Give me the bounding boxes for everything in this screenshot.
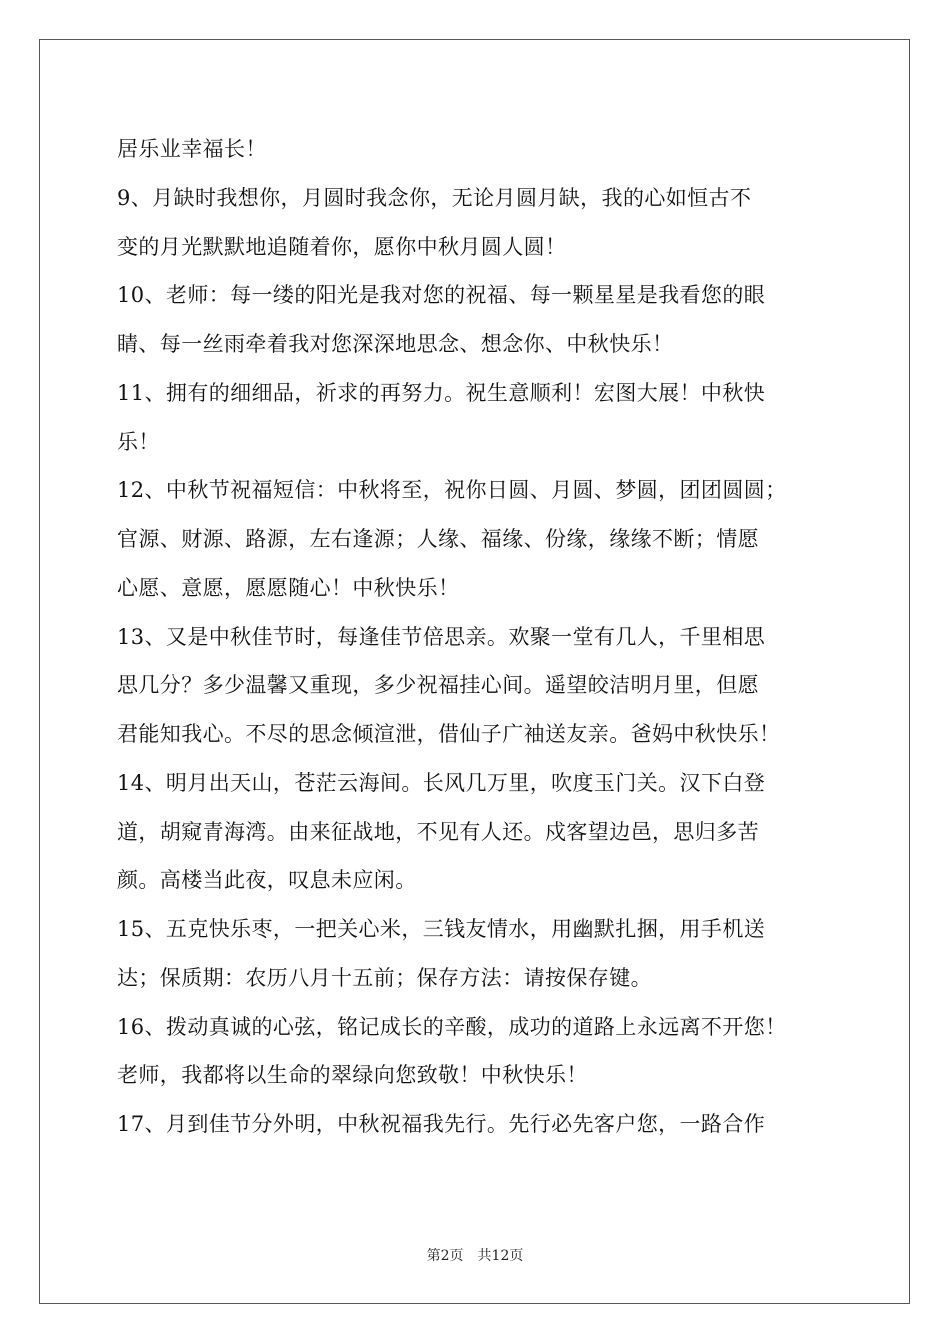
text-line: 17、月到佳节分外明，中秋祝福我先行。先行必先客户您，一路合作 xyxy=(117,1112,766,1136)
page-footer xyxy=(0,1246,950,1266)
text-line: 思几分？多少温馨又重现，多少祝福挂心间。遥望皎洁明月里，但愿 xyxy=(117,673,759,698)
text-line: 13、又是中秋佳节时，每逢佳节倍思亲。欢聚一堂有几人，千里相思 xyxy=(117,624,766,649)
document-body xyxy=(117,125,837,1149)
page-total: 共12页 xyxy=(477,1248,524,1264)
text-line: 14、明月出天山，苍茫云海间。长风几万里，吹度玉门关。汉下白登 xyxy=(117,770,766,795)
text-line: 心愿、意愿，愿愿随心！中秋快乐！ xyxy=(117,575,460,600)
text-line: 老师，我都将以生命的翠绿向您致敬！中秋快乐！ xyxy=(117,1063,588,1088)
text-line: 16、拨动真诚的心弦，铭记成长的辛酸，成功的道路上永远离不开您！ xyxy=(117,1014,787,1039)
text-line: 12、中秋节祝福短信：中秋将至，祝你日圆、月圆、梦圆，团团圆圆； xyxy=(117,478,787,503)
text-line: 睛、每一丝雨牵着我对您深深地思念、想念你、中秋快乐！ xyxy=(117,332,674,356)
text-line: 官源、财源、路源，左右逢源；人缘、福缘、份缘，缘缘不断；情愿 xyxy=(117,527,759,551)
text-line: 10、老师：每一缕的阳光是我对您的祝福、每一颗星星是我看您的眼 xyxy=(117,283,766,308)
text-line: 11、拥有的细细品，祈求的再努力。祝生意顺利！宏图大展！中秋快 xyxy=(117,380,766,405)
text-line: 乐！ xyxy=(117,429,160,454)
text-line: 居乐业幸福长！ xyxy=(117,137,267,161)
text-line: 道，胡窥青海湾。由来征战地，不见有人还。戍客望边邑，思归多苦 xyxy=(117,819,759,844)
text-line: 君能知我心。不尽的思念倾渲泄，借仙子广袖送友亲。爸妈中秋快乐！ xyxy=(117,722,781,746)
page-number: 第2页 xyxy=(426,1248,464,1264)
text-line: 15、五克快乐枣，一把关心米，三钱友情水，用幽默扎捆，用手机送 xyxy=(117,917,766,941)
text-line: 达；保质期：农历八月十五前；保存方法：请按保存键。 xyxy=(117,965,652,990)
text-line: 9、月缺时我想你，月圆时我念你，无论月圆月缺，我的心如恒古不 xyxy=(117,185,752,210)
text-line: 变的月光默默地追随着你，愿你中秋月圆人圆！ xyxy=(117,234,567,259)
text-line: 颜。高楼当此夜，叹息未应闲。 xyxy=(117,868,417,893)
